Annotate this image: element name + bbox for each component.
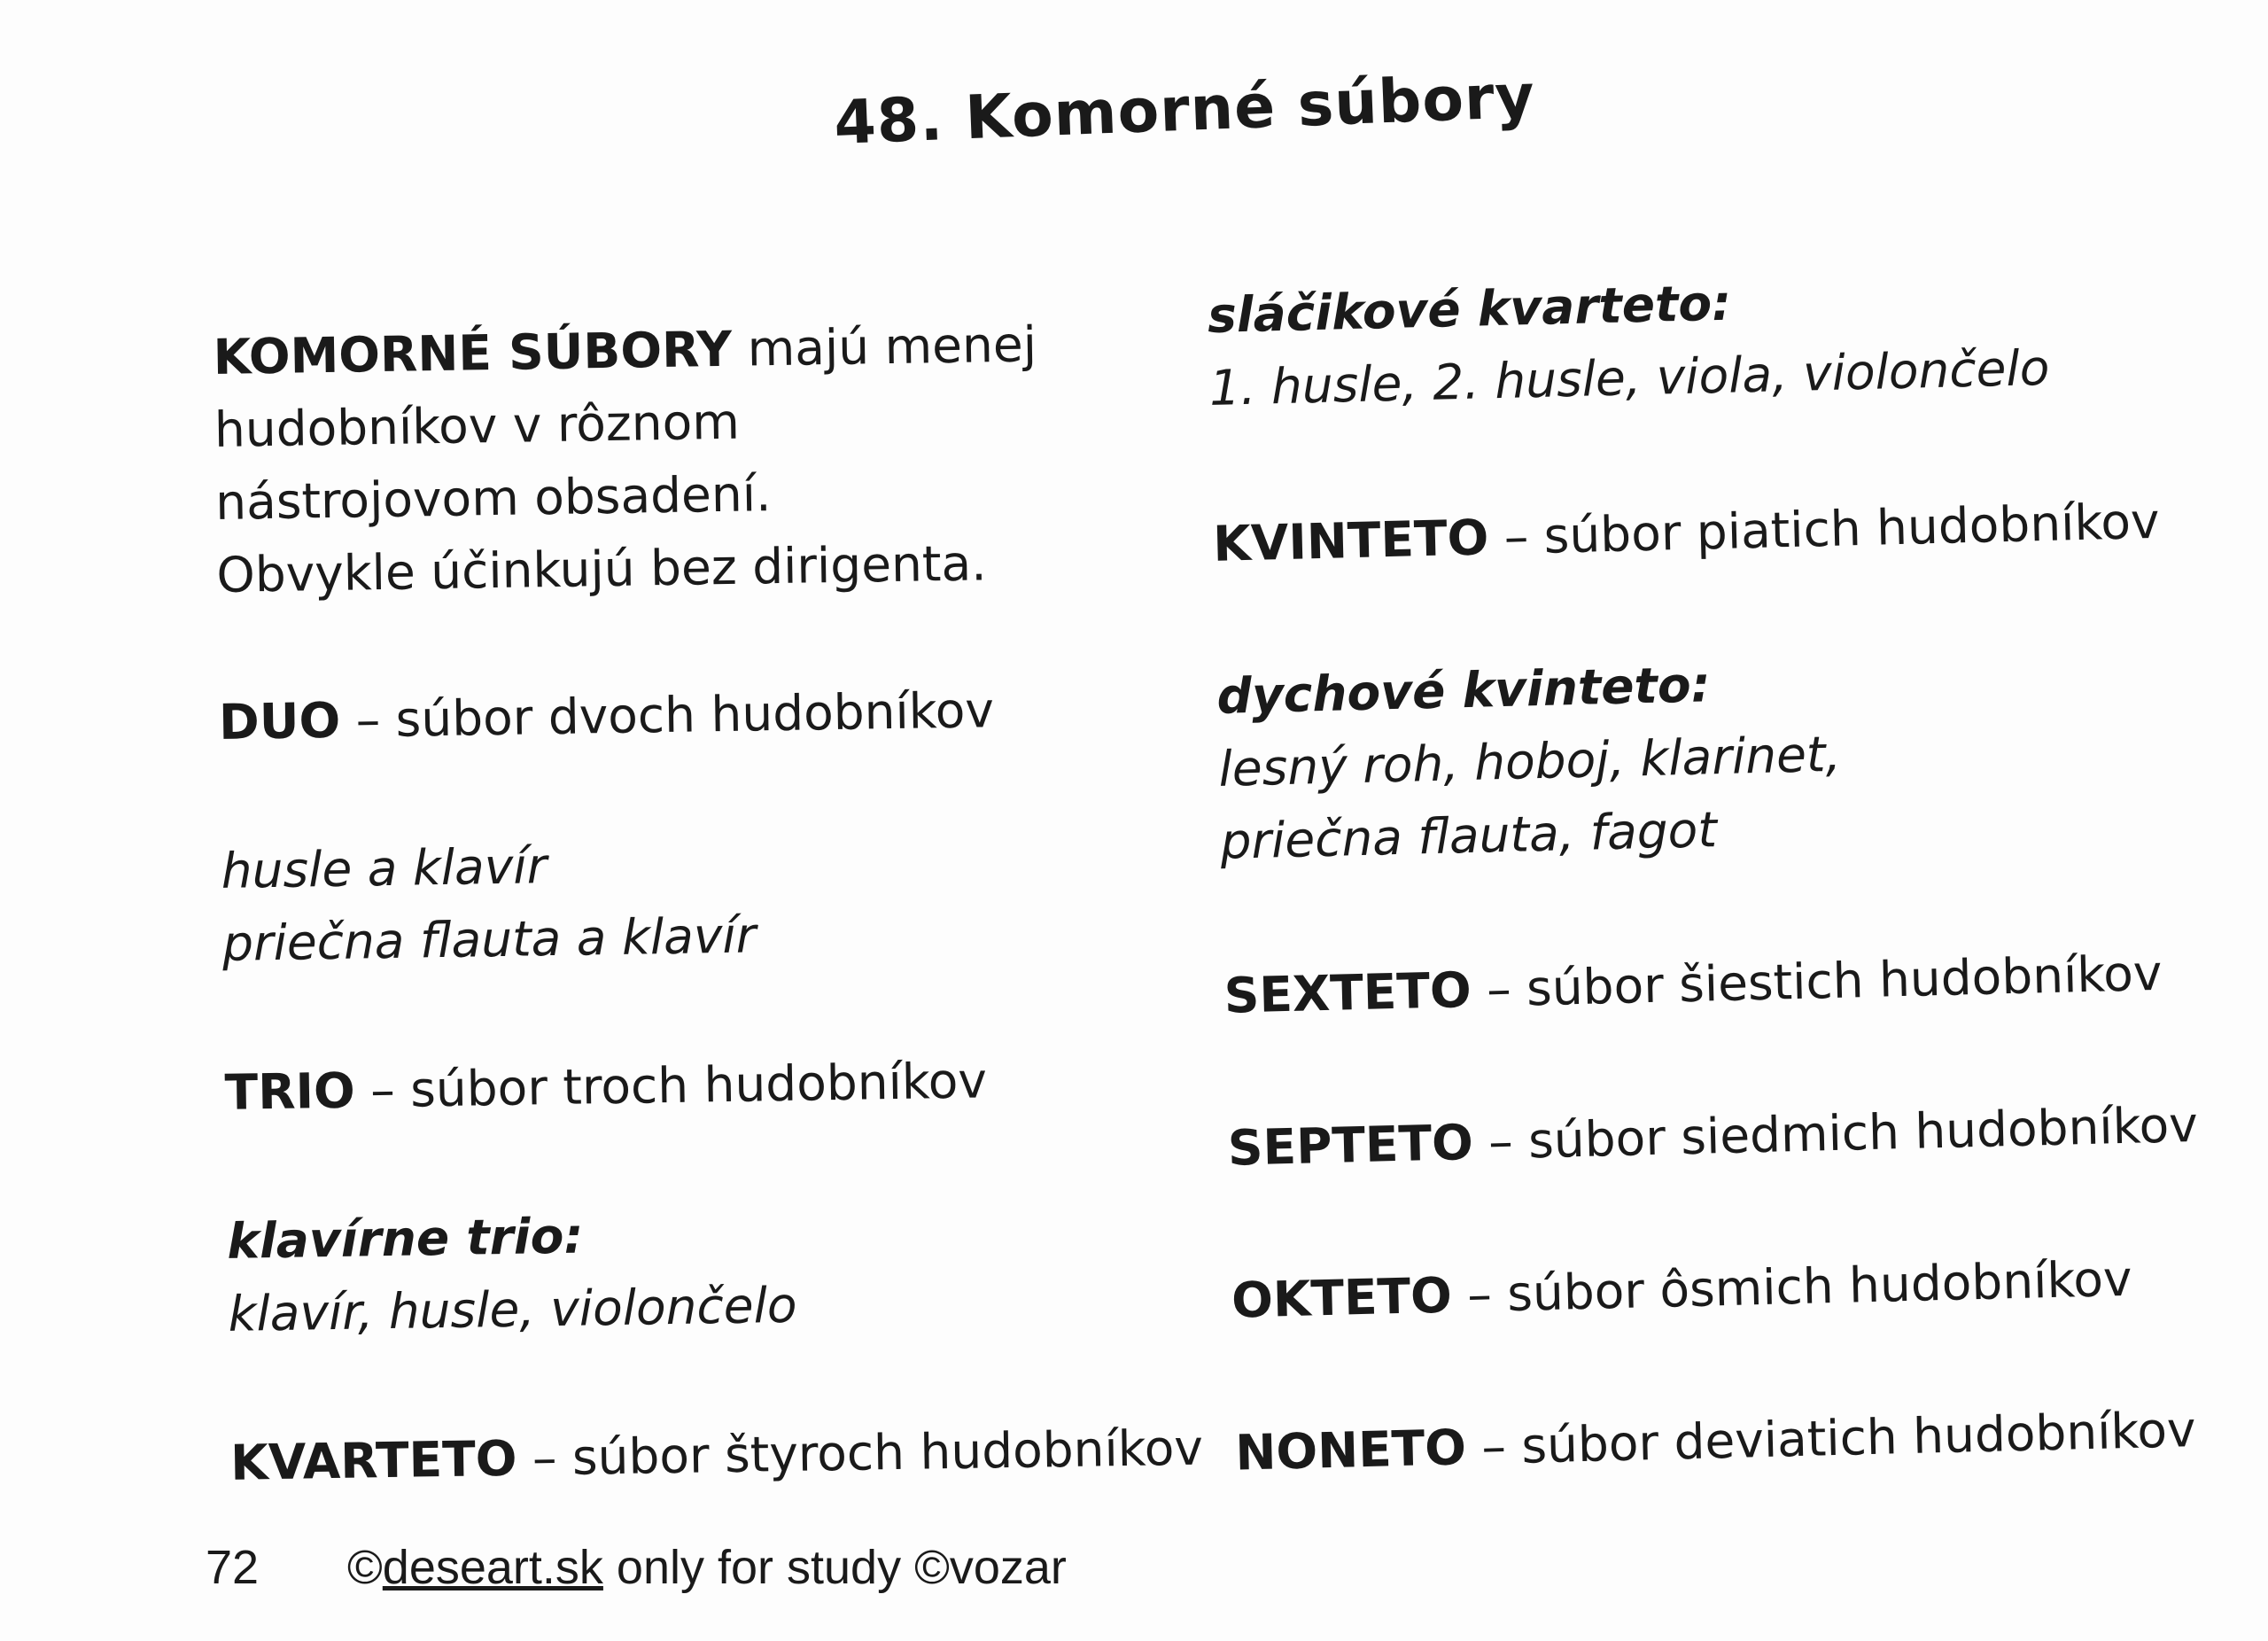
okteto-desc: – súbor ôsmich hudobníkov: [1451, 1249, 2133, 1324]
page-number: 72: [206, 1541, 260, 1594]
noneto-term: NONETO: [1234, 1419, 1467, 1482]
piano-trio-instruments: klavír, husle, violončelo: [228, 1276, 797, 1342]
sexteto-desc: – súbor šiestich hudobníkov: [1470, 944, 2163, 1018]
intro-term: KOMORNÉ SÚBORY: [213, 320, 733, 385]
trio-definition: [224, 1044, 988, 1129]
intro-line1-rest: majú menej: [731, 315, 1037, 377]
kvarteto-desc: – súbor štyroch hudobníkov: [516, 1419, 1204, 1487]
septeto-definition: [1227, 1088, 2199, 1185]
intro-line3: nástrojovom obsadení.: [214, 465, 772, 531]
duo-definition: [218, 673, 994, 758]
intro-paragraph: [213, 307, 1040, 611]
okteto-term: OKTETO: [1231, 1266, 1453, 1329]
trio-desc: – súbor troch hudobníkov: [354, 1052, 988, 1119]
noneto-definition: [1234, 1393, 2196, 1489]
sexteto-term: SEXTETO: [1223, 960, 1472, 1024]
trio-term: TRIO: [224, 1062, 356, 1121]
duo-example-2: priečna flauta a klavír: [221, 906, 757, 972]
string-quartet-heading: sláčikové kvarteto:: [1207, 274, 1732, 344]
noneto-desc: – súbor deviatich hudobníkov: [1465, 1401, 2197, 1476]
page-title: 48. Komorné súbory: [833, 61, 1537, 159]
septeto-desc: – súbor siedmich hudobníkov: [1472, 1095, 2199, 1170]
duo-term: DUO: [218, 691, 341, 751]
copyright-suffix: only for study ©vozar: [602, 1541, 1067, 1594]
string-quartet: [1207, 259, 2050, 424]
okteto-definition: [1231, 1242, 2132, 1337]
wind-quintet: [1216, 645, 1844, 878]
string-quartet-instruments: 1. husle, 2. husle, viola, violončelo: [1208, 338, 2051, 416]
page-footer: [206, 1540, 1067, 1595]
copyright-prefix: ©: [347, 1541, 383, 1594]
kvinteto-definition: [1212, 485, 2160, 580]
wind-quintet-heading: dychové kvinteto:: [1216, 656, 1712, 725]
wind-quintet-instruments-2: priečna flauta, fagot: [1219, 801, 1718, 870]
duo-desc: – súbor dvoch hudobníkov: [339, 681, 995, 749]
piano-trio: [227, 1196, 797, 1350]
wind-quintet-instruments-1: lesný roh, hoboj, klarinet,: [1217, 725, 1842, 797]
site-link[interactable]: deseart.sk: [382, 1541, 603, 1594]
duo-examples: [221, 826, 757, 979]
kvarteto-term: KVARTETO: [229, 1429, 517, 1491]
duo-example-1: husle a klavír: [221, 837, 548, 899]
intro-line4: Obvykle účinkujú bez dirigenta.: [216, 534, 988, 603]
kvarteto-definition: [230, 1412, 1204, 1499]
kvinteto-term: KVINTETO: [1212, 509, 1490, 572]
septeto-term: SEPTETO: [1227, 1113, 1474, 1177]
intro-line2: hudobníkov v rôznom: [214, 393, 741, 458]
piano-trio-heading: klavírne trio:: [226, 1207, 584, 1270]
kvinteto-desc: – súbor piatich hudobníkov: [1487, 492, 2161, 566]
sexteto-definition: [1223, 937, 2163, 1032]
